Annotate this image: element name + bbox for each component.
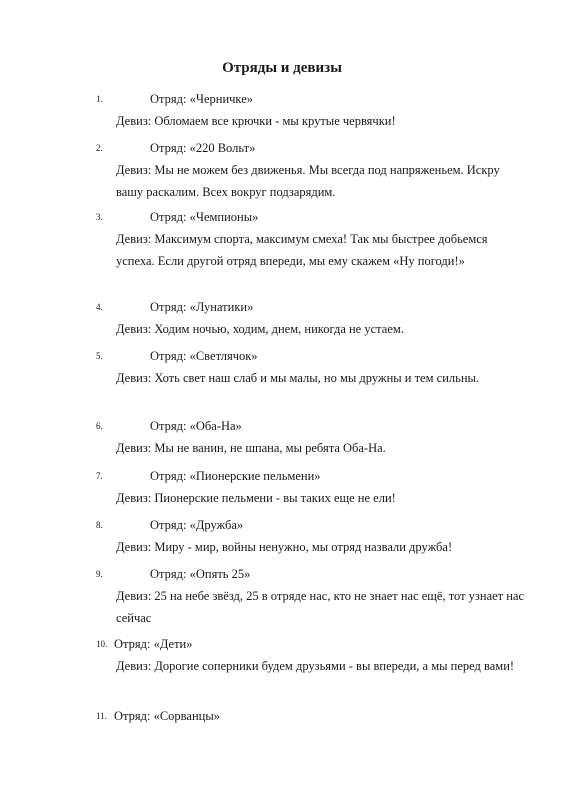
squad-motto: Девиз: Хоть свет наш слаб и мы малы, но мы дружны и тем сильны. <box>116 371 480 385</box>
item-number: 2. <box>96 143 103 153</box>
squad-motto: Девиз: 25 на небе звёзд, 25 в отряде нас, кто не знает нас ещё, тот узнает нас сейчас <box>116 589 525 625</box>
item-number: 8. <box>96 520 103 530</box>
squad-name: Отряд: «Черничке» <box>150 92 253 106</box>
page-title: Отряды и девизы <box>222 60 342 76</box>
item-number: 7. <box>96 471 103 481</box>
squad-name: Отряд: «Чемпионы» <box>150 210 259 224</box>
squad-motto: Девиз: Ходим ночью, ходим, днем, никогда не устаем. <box>116 322 404 336</box>
squad-name: Отряд: «Сорванцы» <box>114 709 220 723</box>
squad-motto: Девиз: Обломаем все крючки - мы крутые червячки! <box>116 114 396 128</box>
squad-name: Отряд: «Светлячок» <box>150 349 258 363</box>
item-number: 11. <box>96 711 107 721</box>
squad-name: Отряд: «Пионерские пельмени» <box>150 469 321 483</box>
squad-name: Отряд: «Дети» <box>114 637 193 651</box>
squad-name: Отряд: «Оба-На» <box>150 419 242 433</box>
item-number: 3. <box>96 212 103 222</box>
item-number: 1. <box>96 94 103 104</box>
squad-name: Отряд: «Лунатики» <box>150 300 254 314</box>
item-number: 4. <box>96 302 103 312</box>
squad-motto: Девиз: Дорогие соперники будем друзьями - вы впереди, а мы перед вами! <box>116 659 515 673</box>
squad-name: Отряд: «Опять 25» <box>150 567 251 581</box>
squad-name: Отряд: «Дружба» <box>150 518 244 532</box>
squad-motto: Девиз: Мы не можем без движенья. Мы всегда под напряженьем. Искру вашу раскалим. Всех вокруг подзарядим. <box>116 163 500 199</box>
item-number: 5. <box>96 351 103 361</box>
item-number: 10. <box>96 639 108 649</box>
squad-motto: Девиз: Пионерские пельмени - вы таких еще не ели! <box>116 491 396 505</box>
squad-name: Отряд: «220 Вольт» <box>150 141 256 155</box>
squad-motto: Девиз: Максимум спорта, максимум смеха! Так мы быстрее добьемся успеха. Если другой отряд впереди, мы ему скажем «Ну погоди!» <box>116 232 488 268</box>
item-number: 9. <box>96 569 103 579</box>
squad-motto: Девиз: Миру - мир, войны ненужно, мы отряд назвали дружба! <box>116 540 453 554</box>
item-number: 6. <box>96 421 103 431</box>
squad-motto: Девиз: Мы не ванин, не шпана, мы ребята Оба-На. <box>116 441 386 455</box>
